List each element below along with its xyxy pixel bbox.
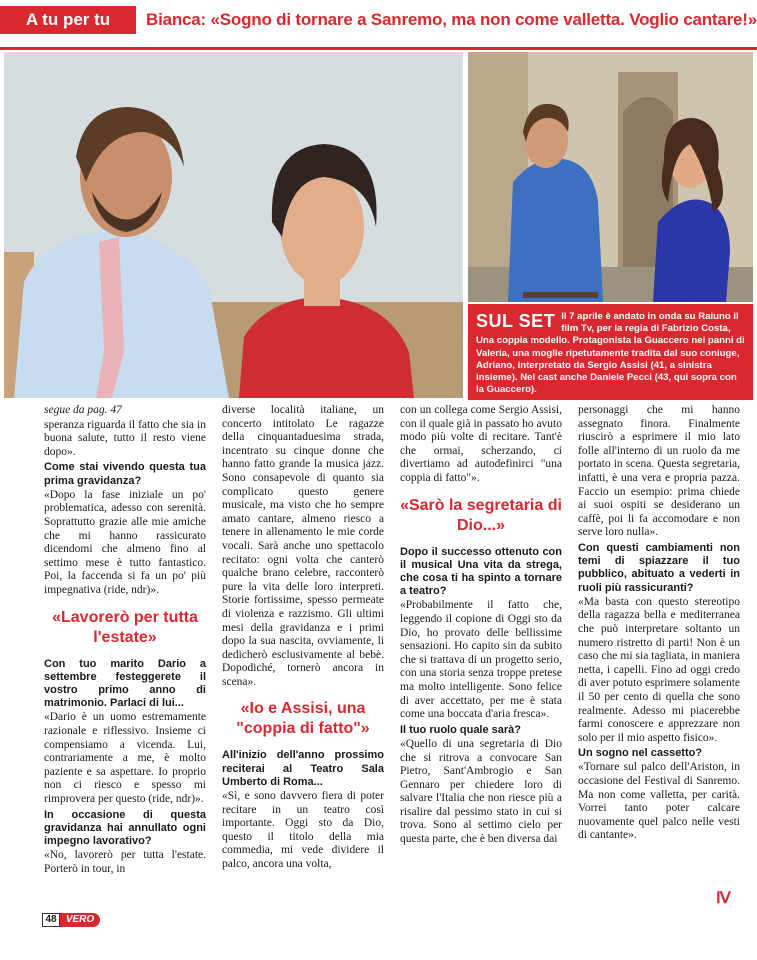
headline: Bianca: «Sogno di tornare a Sanremo, ma non come valletta. Voglio cantare!» [146,10,757,29]
subheading: «Io e Assisi, una "coppia di fatto"» [236,700,370,738]
column-2 [222,404,384,873]
subheading: «Lavorerò per tutta l'estate» [52,608,198,646]
caption-label: SUL SET [476,311,556,331]
article-body [44,404,752,906]
question: In occasione di questa gravidanza hai annullato ogni impegno lavorativo? [44,808,206,847]
magazine-brand: VERO [60,913,100,927]
paragraph: «Sì, e sono davvero fiera di poter recitare in un teatro così importante. Oggi sto da Dio, questo il titolo della mia commedia, mi vede dividere il palco, ancora una volta, [222,790,384,871]
section-tag: A tu per tu [0,6,136,34]
paragraph: con un collega come Sergio Assisi, con il quale già in passato ho avuto modo più volte di recitare. Tant'è che ormai, scherzando, ci divertiamo ad autodefinirci "una coppia di fatto"». [400,404,562,484]
paragraph: «Ma basta con questo stereotipo della ragazza bella e mediterranea che può interpretare soltanto un numero ristretto di parti! Non è un caso che mi sia tagliata, in maniera netta, i capelli. Fino ad oggi credo di aver potuto esprimere solamente il 50 per cento di quella che sono realmente. Adesso mi piacerebbe farmi conoscere e apprezzare non solo per il mio aspetto fisico». [578,595,740,744]
paragraph: «Probabilmente il fatto che, leggendo il copione di Oggi sto da Dio, ho provato delle bellissime sensazioni. Ho capito sin da subito che si trattava di un progetto serio, con una storia senza troppe pretese ma molto intelligente. Sono felice di aver accettato, per me è stata come una boccata d'aria fresca». [400,599,562,721]
paragraph: «Quello di una segretaria di Dio che si ritrova a convocare San Pietro, Sant'Ambrogio e San Gennaro per chiedere loro di salvare l'Italia che non riesce più a risalire dal pessimo stato in cui si trova. Sono al settimo cielo per questa parte, che è ben diversa dai [400,737,562,846]
end-mark: Ⅳ [716,890,731,907]
main-photo-illustration [4,52,463,398]
question: Il tuo ruolo quale sarà? [400,723,522,736]
subheading: «Sarò la segretaria di Dio...» [400,496,562,534]
paragraph: «Dopo la fase iniziale un po' problematica, adesso con serenità. Soprattutto grazie alle mie amiche che mi hanno rassicurato dicendomi che almeno fino al settimo mese è tutto fantastico. Poi, la faccenda si fa un po' più impegnativa (ride, ndr)». [44,488,206,596]
main-photo [4,52,463,398]
paragraph: «Dario è un uomo estremamente razionale e riflessivo. Insieme ci compensiamo a vicenda. Lui, contrariamente a me, è molto paziente e sa aspettare. Io proprio non ci riesco e spesso mi rimprovera per questo (ride, ndr)». [44,711,206,805]
question: Come stai vivendo questa tua prima gravidanza? [44,461,206,487]
question: All'inizio dell'anno prossimo reciterai al Teatro Sala Umberto di Roma... [222,749,384,788]
question: Un sogno nel cassetto? [578,747,703,760]
column-1 [44,404,206,877]
page-number: 48 [42,913,60,927]
photo-caption [468,304,753,400]
set-photo [468,52,753,302]
paragraph: speranza riguarda il fatto che sia in buona salute, tutto il resto viene dopo». [44,418,206,458]
question: Dopo il successo ottenuto con il musical Una vita da strega, che cosa ti ha spinto a tornare a teatro? [400,545,562,598]
page-header [0,0,757,50]
caption-text: Il 7 aprile è andato in onda su Raiuno il film Tv, per la regia di Fabrizio Costa, Una coppia modello. Protagonista la Guaccero nei panni di Valeria, una moglie ripetutamente tradita dal suo coniuge, Adriano, interpretato da Sergio Assisi (41, a sinistra insieme). Nel cast anche Daniele Pecci (43, qui sopra con la Guaccero). [476,311,745,396]
question: Con tuo marito Dario a settembre festeggerete il vostro primo anno di matrimonio. Parlaci di lui... [44,657,206,710]
column-3 [400,404,562,848]
question: Con questi cambiamenti non temi di spiazzare il tuo pubblico, abituato a vederti in ruoli più rassicuranti? [578,541,740,594]
set-photo-illustration [468,52,753,302]
continued-note: segue da pag. 47 [44,404,122,416]
paragraph: «Tornare sul palco dell'Ariston, in occasione del Festival di Sanremo. Ma non come valletta, per carità. Vorrei tanto poter calcare nuovamente quel palco nelle vesti di cantante». [578,761,740,842]
paragraph: diverse località italiane, un concerto intitolato Le ragazze della cinquantaduesima strada, incentrato su cinque donne che hanno fatto grande la musica jazz. Sono consapevole di quanto sia complicato questo genere musicale, ma visto che ho sempre amato cantare, almeno riesco a tenere in allenamento le mie corde vocali. Sarà anche uno spettacolo recitato: ogni volta che canterò qualche brano celebre, racconterò pure la vita delle loro interpreti. Storie fortissime, spesso permeate di violenza e razzismo. Gli ultimi mesi della gravidanza e i primi dopo la sua nascita, ovviamente, li dedicherò esclusivamente al bebè. Dopodiché, tornerò ancora in scena». [222,404,384,688]
paragraph: personaggi che mi hanno assegnato finora. Finalmente riuscirò a esprimere il mio lato folle all'interno di un ruolo da me portato in scena. Questa segretaria, infatti, è una vera e propria pazza. Faccio un esempio: prima chiede ai suoi ospiti se desiderano un caffè, poi li fa accomodare e non serve loro nulla». [578,404,740,539]
paragraph: «No, lavorerò per tutta l'estate. Porterò in tour, in [44,849,206,875]
column-4 [578,404,740,844]
